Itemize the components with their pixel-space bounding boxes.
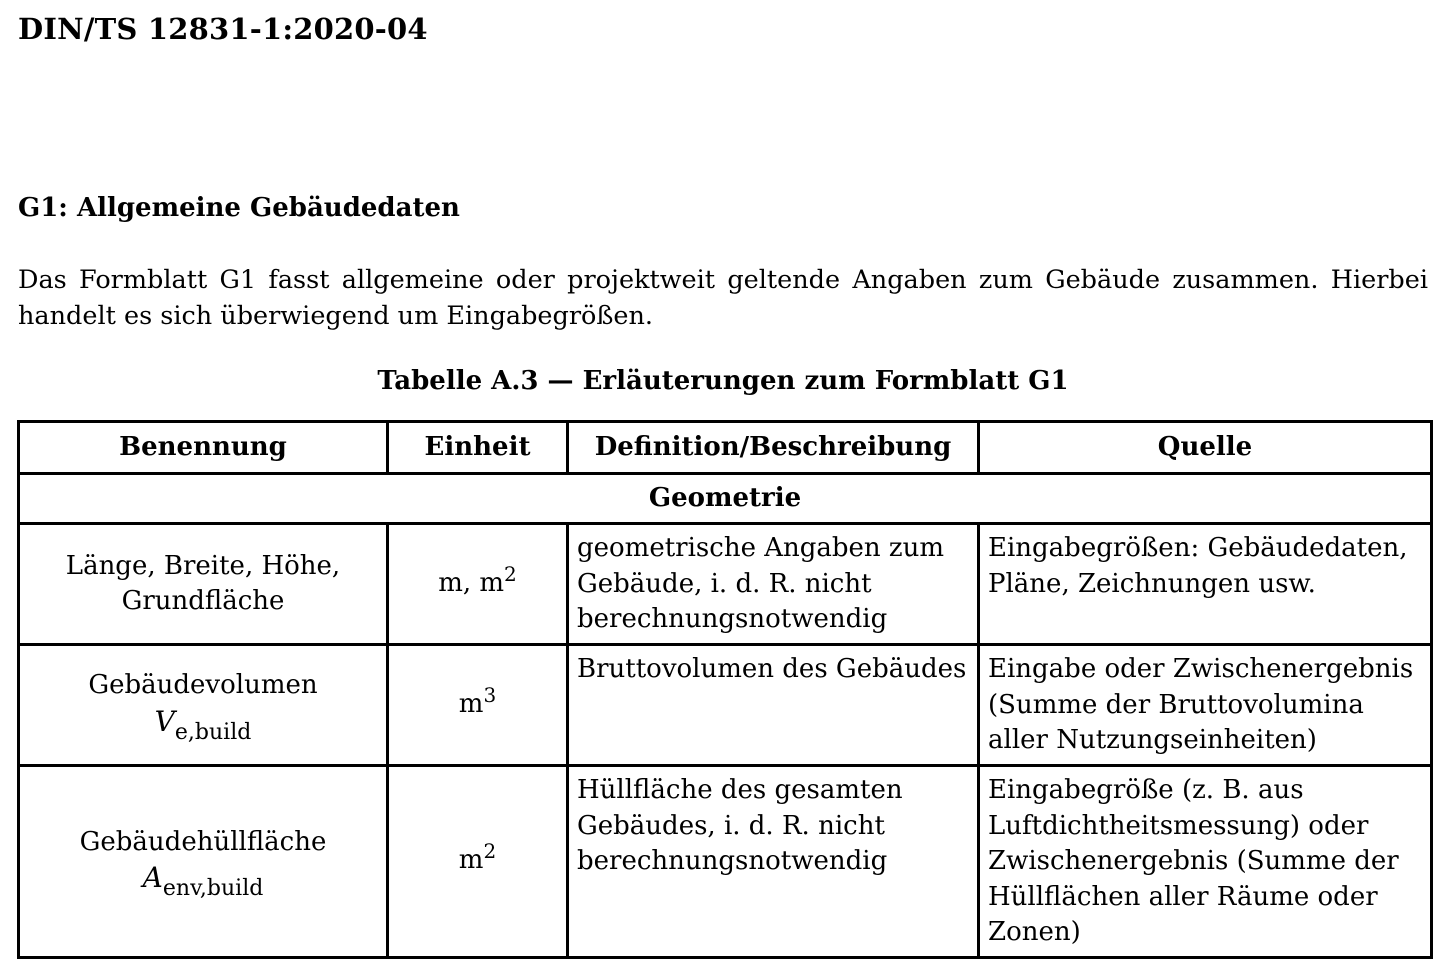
row-name: [19, 645, 388, 766]
row-definition: geometrische Angaben zum Gebäude, i. d. R. nicht berechnungsnotwendig: [568, 524, 979, 645]
row-name-line: Grundfläche: [121, 586, 285, 616]
row-unit: [388, 645, 568, 766]
header-name: Benennung: [19, 422, 388, 474]
symbol-letter: A: [142, 861, 163, 894]
header-unit: Einheit: [388, 422, 568, 474]
row-definition: Bruttovolumen des Gebäudes: [568, 645, 979, 766]
table-row: [19, 766, 1432, 958]
row-name-line: Gebäudehüllfläche: [79, 826, 327, 857]
row-source: Eingabe oder Zwischenergebnis (Summe der Bruttovolumina aller Nutzungseinheiten): [979, 645, 1432, 766]
row-symbol: [28, 860, 378, 899]
row-unit: [388, 524, 568, 645]
header-source: Quelle: [979, 422, 1432, 474]
header-definition: Definition/Beschreibung: [568, 422, 979, 474]
row-unit: [388, 766, 568, 958]
table-row: [19, 524, 1432, 645]
symbol-subscript: env,build: [162, 876, 264, 901]
table-row: [19, 645, 1432, 766]
group-row: [19, 474, 1432, 524]
row-name: [19, 524, 388, 645]
document-id: DIN/TS 12831-1:2020-04: [18, 12, 428, 46]
table-caption: Tabelle A.3 — Erläuterungen zum Formblatt G1: [377, 366, 1069, 396]
unit-base: m, m: [438, 567, 505, 598]
symbol-letter: V: [154, 704, 175, 738]
unit-base: m: [458, 688, 484, 719]
section-title: G1: Allgemeine Gebäudedaten: [18, 193, 460, 223]
explanation-table: [17, 420, 1433, 959]
unit-exponent: 2: [483, 839, 497, 864]
row-source: Eingabegröße (z. B. aus Luftdichtheitsmessung) oder Zwischenergebnis (Summe der Hüllflächen aller Räume oder Zonen): [979, 766, 1432, 958]
row-symbol: [28, 704, 378, 743]
symbol-subscript: e,build: [174, 719, 252, 745]
row-name: [19, 766, 388, 958]
unit-exponent: 2: [504, 561, 517, 586]
row-name-line: Gebäudevolumen: [88, 670, 318, 700]
row-source: Eingabegrößen: Gebäudedaten, Pläne, Zeichnungen usw.: [979, 524, 1432, 645]
row-definition: Hüllfläche des gesamten Gebäudes, i. d. R. nicht berechnungsnotwendig: [568, 766, 979, 958]
table-header-row: [19, 422, 1432, 474]
unit-base: m: [458, 845, 484, 876]
unit-exponent: 3: [483, 682, 497, 707]
intro-paragraph: Das Formblatt G1 fasst allgemeine oder projektweit geltende Angaben zum Gebäude zusammen. Hierbei handelt es sich überwiegend um Eingabegrößen.: [18, 265, 1428, 331]
row-name-line: Länge, Breite, Höhe,: [65, 550, 341, 581]
group-label: Geometrie: [19, 474, 1432, 524]
